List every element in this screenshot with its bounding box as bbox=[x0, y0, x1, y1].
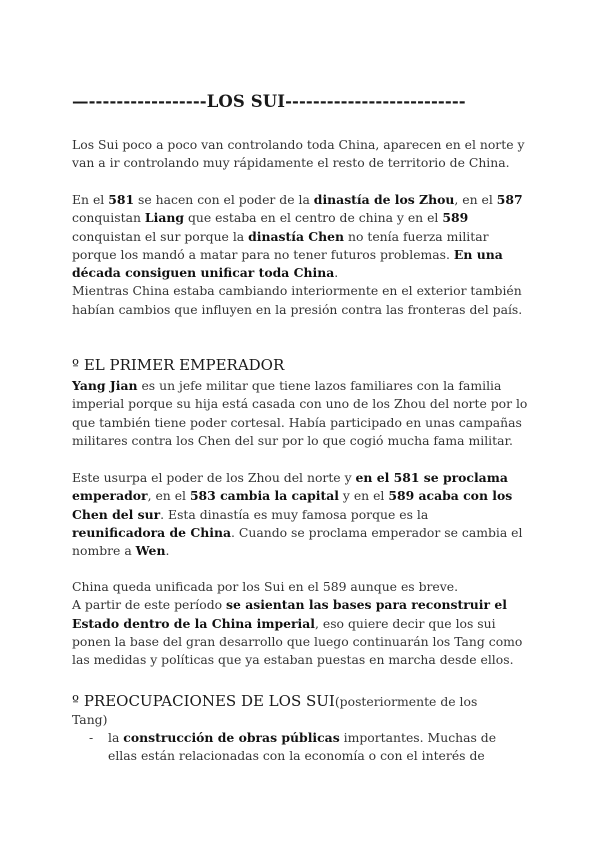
section-heading-text: º EL PRIMER EMPERADOR bbox=[72, 356, 285, 374]
intro-paragraph bbox=[72, 136, 532, 173]
section-heading-primer-emperador bbox=[72, 356, 284, 374]
text-line: emperador, en el 583 cambia la capital y en el 589 acaba con los bbox=[72, 488, 513, 504]
section-heading-text: º PREOCUPACIONES DE LOS SUI bbox=[72, 692, 335, 710]
text-line: Chen del sur. Esta dinastía es muy famosa porque es la bbox=[72, 506, 429, 522]
text-line: Mientras China estaba cambiando interiormente en el exterior también bbox=[72, 283, 522, 299]
section-heading-preocupaciones bbox=[72, 692, 477, 710]
text-line: década consiguen unificar toda China. bbox=[72, 265, 339, 281]
text-line: que también tiene poder cortesal. Había participado en unas campañas bbox=[72, 414, 522, 430]
text-line: China queda unificada por los Sui en el 589 aunque es breve. bbox=[72, 579, 459, 594]
usurpation-paragraph bbox=[72, 469, 532, 560]
text-line: ellas están relacionadas con la economía o con el interés de bbox=[108, 748, 485, 764]
yang-jian-paragraph bbox=[72, 377, 532, 450]
text-line: imperial porque su hija está casada con uno de los Zhou del norte por lo bbox=[72, 396, 528, 412]
text-line: Estado dentro de la China imperial, eso quiere decir que los sui bbox=[72, 615, 496, 631]
text-line: la construcción de obras públicas importantes. Muchas de bbox=[108, 730, 497, 745]
dynasty-paragraph bbox=[72, 191, 532, 319]
section-heading-continuation bbox=[72, 711, 532, 729]
text-line: A partir de este período se asientan las bases para reconstruir el bbox=[72, 597, 507, 613]
text-line: militares contra los Chen del sur por lo que cogió mucha fama militar. bbox=[72, 432, 513, 448]
text-line: reunificadora de China. Cuando se proclama emperador se cambia el bbox=[72, 524, 523, 540]
list-item bbox=[108, 729, 496, 766]
text-line: En el 581 se hacen con el poder de la dinastía de los Zhou, en el 587 bbox=[72, 192, 523, 207]
text-line: ponen la base del gran desarrollo que luego continuarán los Tang como bbox=[72, 633, 523, 649]
list-bullet: - bbox=[89, 730, 94, 745]
text-line: porque los mandó a matar para no tener futuros problemas. En una bbox=[72, 246, 503, 262]
document-title: —-----------------LOS SUI-------------------------- bbox=[72, 92, 466, 111]
text-line: conquistan Liang que estaba en el centro de china y en el 589 bbox=[72, 210, 469, 226]
text-line: van a ir controlando muy rápidamente el resto de territorio de China. bbox=[72, 155, 510, 171]
text-line: nombre a Wen. bbox=[72, 543, 170, 559]
text-line: Tang) bbox=[72, 712, 108, 727]
text-line: Los Sui poco a poco van controlando toda China, aparecen en el norte y bbox=[72, 137, 525, 152]
text-line: Yang Jian es un jefe militar que tiene lazos familiares con la familia bbox=[72, 378, 502, 393]
text-line: habían cambios que influyen en la presión contra las fronteras del país. bbox=[72, 301, 523, 317]
unification-paragraph bbox=[72, 578, 532, 669]
text-line: las medidas y políticas que ya estaban puestas en marcha desde ellos. bbox=[72, 652, 514, 668]
text-line: conquistan el sur porque la dinastía Chen no tenía fuerza militar bbox=[72, 228, 489, 244]
section-heading-note: (posteriormente de los bbox=[334, 694, 478, 709]
text-line: Este usurpa el poder de los Zhou del norte y en el 581 se proclama bbox=[72, 470, 508, 485]
